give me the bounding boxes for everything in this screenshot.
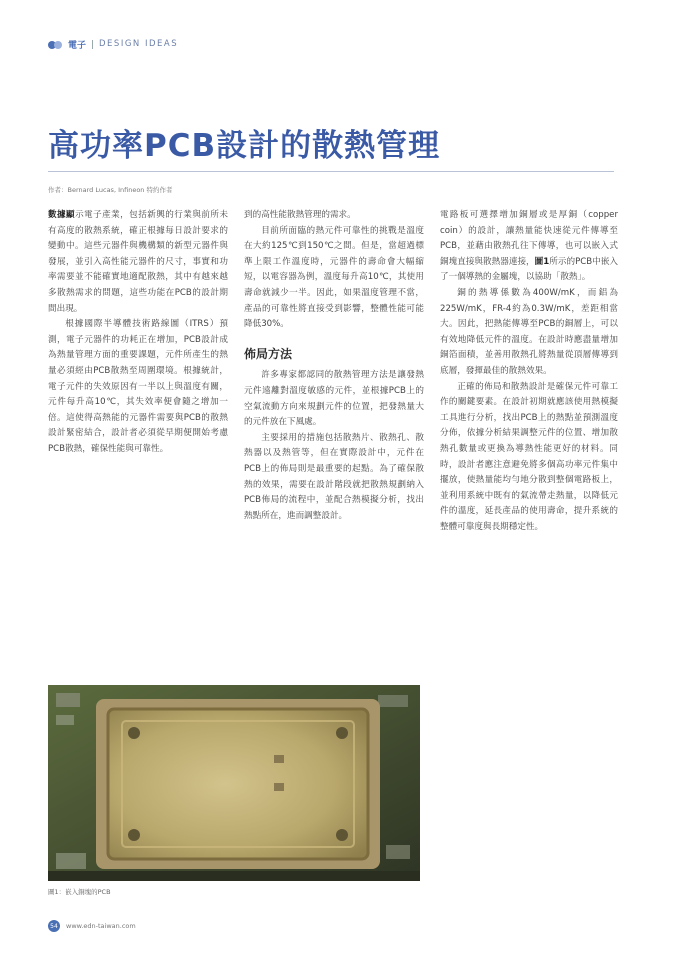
paragraph: 根據國際半導體技術路線圖（ITRS）預測，電子元器件的功耗正在增加，PCB設計成為熱量管理方面的重要課題，元件所產生的熱量必須經由PCB散熱至周圍環境。根據統計，電子元件的失效原因有一半以上與溫度有關，元件每升高10℃，其失效率便會隨之增加一倍。這使得高熱能的元器件需要與PCB的散熱設計緊密結合，設計者必須從早期便開始考慮PCB散熱，確保性能與可靠性。 bbox=[48, 319, 228, 454]
figure-caption: 圖1：嵌入銅塊的PCB bbox=[48, 888, 111, 896]
figure-reference: 圖1 bbox=[534, 256, 550, 267]
page-footer bbox=[48, 920, 136, 932]
paragraph-text: 示電子產業，包括新興的行業與前所未有高度的散熱系統，確正根據每日設計要求的變動中。這些元器件與機構類的新型元器件與發展，並引入高性能元器件的尺寸，事實和功率需要並不能確實地適配散熱，其中有越來越多散熱需求的問題，這些功能在PCB的設計期間出現。 bbox=[48, 210, 228, 314]
text-column-3 bbox=[440, 208, 618, 535]
article-byline: 作者：Bernard Lucas, Infineon 特約作者 bbox=[48, 186, 173, 194]
title-divider bbox=[48, 171, 614, 172]
header-divider bbox=[92, 40, 93, 49]
section-heading: 佈局方法 bbox=[244, 346, 293, 361]
page-header bbox=[48, 36, 178, 52]
text-column-1 bbox=[48, 208, 228, 458]
article-title: 高功率PCB設計的散熱管理 bbox=[48, 128, 441, 164]
paragraph: 正確的佈局和散熱設計是確保元件可靠工作的關鍵要素。在設計初期就應該使用熱模擬工具進行分析，找出PCB上的熱點並預測溫度分佈，依據分析結果調整元件的位置、增加散熱孔數量或更換為導熱性能更好的材料。同時，設計者應注意避免將多個高功率元件集中擺放，使熱量能均勻地分散到整個電路板上，並利用系統中既有的氣流帶走熱量，以降低元件的溫度，延長產品的使用壽命，提升系統的整體可靠度與長期穩定性。 bbox=[440, 381, 618, 532]
pcb-photo-illustration bbox=[48, 685, 420, 881]
text-column-2 bbox=[244, 208, 424, 524]
paragraph bbox=[440, 208, 618, 286]
pcb-photo bbox=[48, 685, 420, 881]
paragraph: 銅的熱導係數為400W/mK，而鋁為225W/mK，FR-4約為0.3W/mK，差距相當大。因此，把熱能傳導至PCB的銅層上，可以有效地降低元件的溫度。在設計時應盡量增加銅箔面積，並善用散熱孔將熱量從頂層傳導到底層，發揮最佳的散熱效果。 bbox=[440, 287, 618, 376]
paragraph: 到的高性能散熱管理的需求。 bbox=[244, 210, 356, 220]
website-link[interactable]: www.edn-taiwan.com bbox=[66, 922, 136, 930]
section-label: DESIGN IDEAS bbox=[99, 39, 179, 49]
paragraph-text: 電路板可選擇增加銅層或是厚銅（copper coin）的設計，讓熱量能快速從元件傳導至PCB，並藉由散熱孔往下傳導，也可以嵌入式銅塊直接與散熱器連接， bbox=[440, 210, 618, 267]
paragraph: 許多專家都認同的散熱管理方法是讓發熱元件遠離對溫度敏感的元件，並根據PCB上的空氣流動方向來規劃元件的位置，把發熱量大的元件放在下風處。 bbox=[244, 370, 424, 428]
page-number: 54 bbox=[48, 920, 60, 932]
brand-name: 電子 bbox=[68, 40, 87, 51]
paragraph: 主要採用的措施包括散熱片、散熱孔、散熱器以及熱管等，但在實際設計中，元件在PCB上的佈局則是最重要的起點。為了確保散熱的效果，需要在設計階段就把散熱規劃納入PCB佈局的流程中，並配合熱模擬分析，找出熱點所在，進而調整設計。 bbox=[244, 432, 424, 521]
paragraph: 目前所面臨的熱元件可靠性的挑戰是溫度在大約125℃到150℃之間。但是，當超過標準上限工作溫度時，元器件的壽命會大幅縮短，以電容器為例，溫度每升高10℃，其使用壽命就減少一半。因此，如果溫度管理不當，產品的可靠性將直接受到影響，整體性能可能降低30%。 bbox=[244, 225, 424, 330]
brand-logo-icon bbox=[48, 39, 62, 49]
paragraph bbox=[48, 208, 228, 317]
lead-word: 數據顯 bbox=[48, 210, 76, 220]
paragraph-text: 所示的PCB中嵌入了一個導熱的金屬塊，以協助「散熱」。 bbox=[440, 256, 618, 283]
